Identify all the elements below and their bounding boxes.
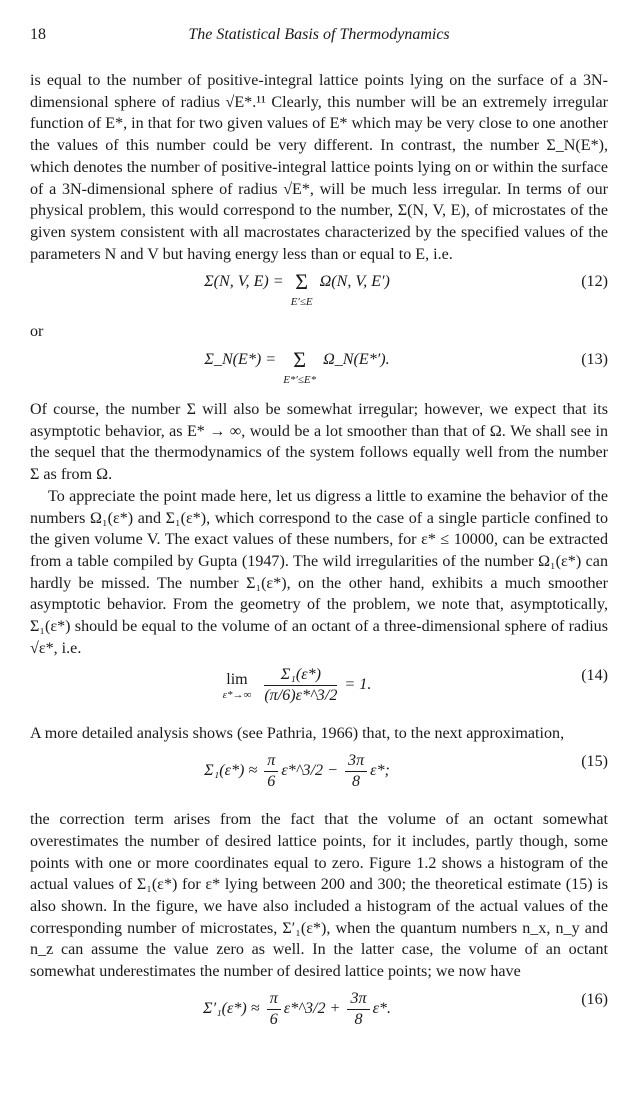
paragraph-3 [30, 486, 608, 660]
equation-number: (14) [581, 667, 608, 685]
equation-14 [30, 659, 608, 723]
limit-operator: lim ε*→∞ [222, 670, 252, 701]
page-number: 18 [30, 26, 46, 43]
text-line: irregularities of the number Ω₁(ε*) can hardly be missed. The number Σ₁(ε*), on [30, 552, 608, 592]
eq13-lhs: Σ_N(E*) = [204, 351, 277, 369]
text-line: To appreciate the point made here, let us digress a little to examine the behavior [48, 487, 567, 505]
fraction [264, 665, 337, 706]
paragraph-5 [30, 809, 608, 983]
page-body [30, 70, 608, 1047]
eq12-sum-range: E′≤E [290, 296, 313, 309]
text-line: ε* ≤ 10000, can be extracted from a table compiled by Gupta (1947). The wild [30, 531, 608, 570]
eq12-rhs: Ω(N, V, E′) [319, 273, 390, 291]
text-line: some points with one or more coordinates equal to zero. Figure 1.2 shows a [30, 832, 608, 872]
eq15-term-1: ε*^3/2 − [281, 762, 338, 780]
text-line: theoretical estimate (15) is also shown. In the figure, we have also included a [30, 876, 608, 915]
equation-number: (15) [581, 753, 608, 771]
fraction [264, 751, 278, 792]
page-header [30, 26, 608, 50]
text-line: We shall see in the sequel that the thermodynamics of the system follows equally [30, 422, 609, 462]
text-line: close to one another the values of this number could be very different. In contrast, [30, 115, 609, 155]
limit-subscript: ε*→∞ [222, 688, 252, 701]
eq15-term-2: ε*; [370, 762, 390, 780]
eq16-term-2: ε*. [372, 999, 391, 1017]
equation-number: (16) [581, 990, 608, 1008]
text-line: histogram of the actual values of Σ₁(ε*) for ε* lying between 200 and 300; the [30, 854, 608, 894]
paragraph-2 [30, 399, 608, 486]
numerator: π [264, 751, 278, 772]
denominator: 8 [352, 773, 361, 791]
text-line: overestimates the number of desired lattice points, for it includes, partly though, [30, 832, 568, 850]
text-line: histogram of the actual values of the corresponding number of microstates, Σ′₁(ε*), [30, 897, 608, 937]
text-line: macrostates characterized by the specified values of the parameters N and V but [30, 223, 608, 263]
eq12-lhs: Σ(N, V, E) = [204, 273, 284, 291]
text-line: of the problem, we note that, asymptotically, Σ₁(ε*) should be equal to the volume [30, 596, 608, 636]
eq15-lhs: Σ₁(ε*) ≈ [204, 762, 258, 780]
text-line: particle confined to the given volume V. The exact values of these numbers, for [30, 509, 608, 549]
text-line: that its asymptotic behavior, as E* → ∞, would be a lot smoother than that of Ω. [30, 401, 608, 440]
denominator: 6 [269, 1010, 278, 1028]
numerator: 3π [345, 751, 367, 772]
equation-number: (13) [581, 351, 608, 369]
equation-number: (12) [581, 273, 608, 291]
eq13-rhs: Ω_N(E*′). [323, 351, 390, 369]
fraction [267, 989, 281, 1030]
text-line: desired lattice points; we now have [294, 963, 521, 981]
fraction [345, 751, 367, 792]
text-line: Of course, the number Σ will also be somewhat irregular; however, we expect [30, 401, 557, 419]
eq16-lhs: Σ′₁(ε*) ≈ [203, 999, 260, 1017]
equation-15 [30, 745, 608, 809]
text-line: be much less irregular. In terms of our physical problem, this would correspond [30, 180, 609, 220]
denominator: 6 [267, 773, 276, 791]
text-line: is equal to the number of positive-integral lattice points lying on the surface of a [30, 72, 577, 89]
text-line: lying on or within the surface of a 3N-dimensional sphere of radius √E*, will [30, 158, 609, 198]
text-line: the number Σ_N(E*), which denotes the number of positive-integral lattice points [30, 137, 608, 176]
text-line: when the quantum numbers n_x, n_y and n_z can assume the value zero as well. In [30, 919, 608, 959]
equation-16 [30, 983, 608, 1047]
summation-symbol: Σ E′≤E [290, 269, 313, 309]
eq14-rhs: = 1. [344, 676, 372, 694]
running-title: The Statistical Basis of Thermodynamics [188, 26, 450, 43]
text-line: the latter case, the volume of an octant somewhat underestimates the number of [30, 941, 608, 981]
paragraph-4 [30, 723, 608, 745]
numerator: 3π [347, 989, 369, 1010]
text-line: of the numbers Ω₁(ε*) and Σ₁(ε*), which correspond to the case of a single [30, 487, 608, 527]
denominator: (π/6)ε*^3/2 [264, 687, 338, 705]
text-line: A more detailed analysis shows (see Pathria, 1966) that, to the next approximation, [30, 725, 565, 743]
text-line: well from the number Σ as from Ω. [30, 444, 608, 484]
text-line: the other hand, exhibits a much smoother asymptotic behavior. From the geometry [30, 574, 608, 614]
text-line: irregular function of E*, in that for two given values of E* which may be very [30, 93, 608, 133]
eq16-term-1: ε*^3/2 + [283, 999, 341, 1017]
denominator: 8 [354, 1010, 363, 1028]
book-page [30, 26, 608, 1047]
numerator: π [267, 989, 281, 1010]
equation-12 [30, 265, 608, 321]
fraction [347, 989, 369, 1030]
text-line: the correction term arises from the fact that the volume of an octant somewhat [30, 811, 608, 829]
text-line: having energy less than or equal to E, i.e. [187, 245, 453, 263]
numerator: Σ₁(ε*) [264, 665, 337, 686]
text-line: to the number, Σ(N, V, E), of microstates of the given system consistent with all [30, 202, 608, 241]
summation-symbol: Σ E*′≤E* [283, 347, 317, 386]
equation-13 [30, 343, 608, 399]
text-line: of an octant of a three-dimensional sphere of radius √ε*, i.e. [30, 618, 608, 657]
eq13-sum-range: E*′≤E* [283, 373, 317, 386]
text-line: 3N-dimensional sphere of radius √E*.¹¹ Clearly, this number will be an extremely [30, 72, 608, 111]
connective-or: or [30, 323, 44, 341]
paragraph-1 [30, 70, 608, 265]
